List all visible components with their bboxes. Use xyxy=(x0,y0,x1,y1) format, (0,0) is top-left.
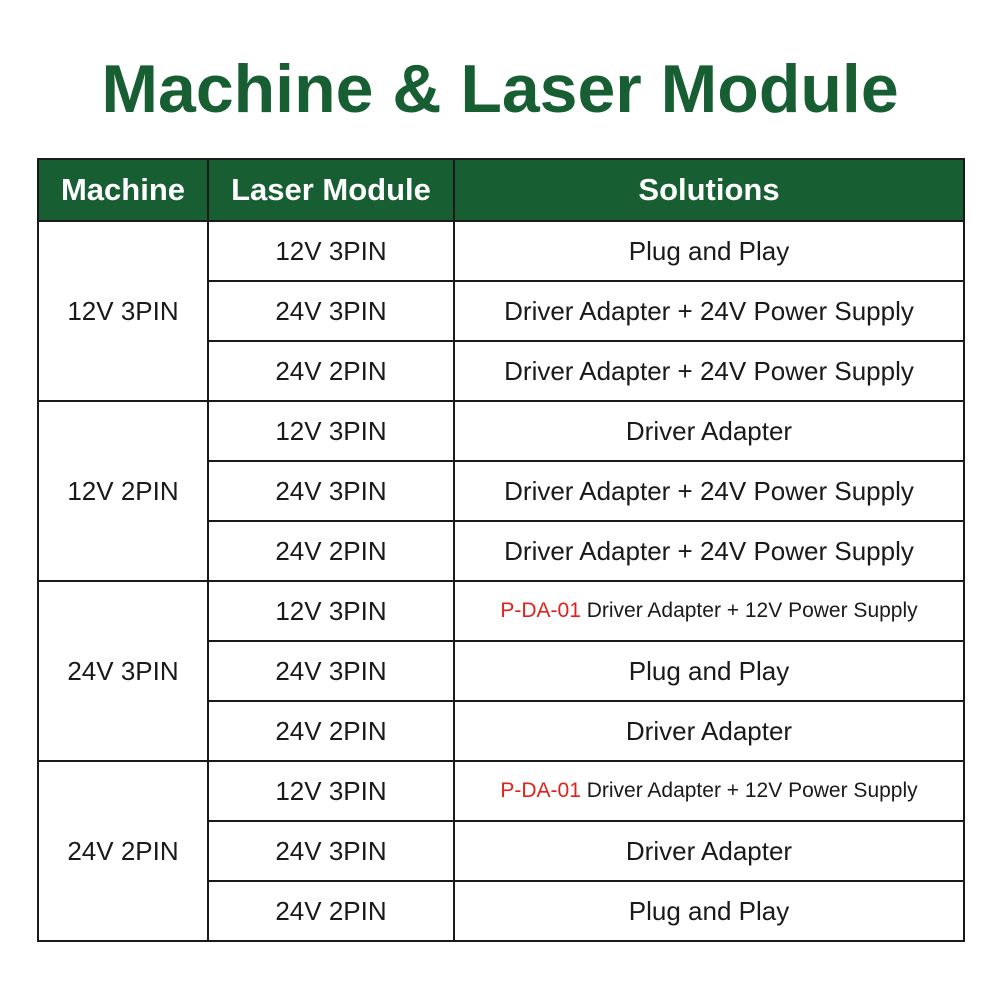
solution-text: Plug and Play xyxy=(628,235,790,266)
part-code: P-DA-01 xyxy=(500,599,581,622)
header-laser-module: Laser Module xyxy=(208,159,454,221)
solution-cell xyxy=(454,461,964,521)
solution-text: Driver Adapter + 12V Power Supply xyxy=(586,779,918,802)
solution-cell xyxy=(454,881,964,941)
page-title: Machine & Laser Module xyxy=(101,51,899,127)
solution-text: Plug and Play xyxy=(628,655,790,686)
header-machine: Machine xyxy=(38,159,208,221)
part-code: P-DA-01 xyxy=(500,779,581,802)
table-row xyxy=(38,221,964,281)
solution-cell xyxy=(454,701,964,761)
laser-module-cell: 12V 3PIN xyxy=(208,761,454,821)
compatibility-table xyxy=(37,158,965,942)
solution-text: Driver Adapter xyxy=(625,715,793,746)
solution-cell xyxy=(454,341,964,401)
solution-cell xyxy=(454,761,964,821)
laser-module-cell: 24V 3PIN xyxy=(208,821,454,881)
solution-cell xyxy=(454,821,964,881)
solution-text: Driver Adapter xyxy=(625,835,793,866)
laser-module-cell: 24V 2PIN xyxy=(208,701,454,761)
solution-text: Driver Adapter + 24V Power Supply xyxy=(504,295,914,326)
laser-module-cell: 24V 2PIN xyxy=(208,881,454,941)
solution-cell xyxy=(454,221,964,281)
machine-cell: 24V 2PIN xyxy=(38,761,208,941)
table-row xyxy=(38,581,964,641)
machine-cell: 24V 3PIN xyxy=(38,581,208,761)
machine-cell: 12V 2PIN xyxy=(38,401,208,581)
laser-module-cell: 24V 3PIN xyxy=(208,641,454,701)
solution-text: Driver Adapter + 24V Power Supply xyxy=(504,535,914,566)
solution-text: Driver Adapter xyxy=(625,415,793,446)
laser-module-cell: 12V 3PIN xyxy=(208,401,454,461)
solution-text: Plug and Play xyxy=(628,895,790,926)
table-row xyxy=(38,761,964,821)
solution-cell xyxy=(454,521,964,581)
solution-text: Driver Adapter + 12V Power Supply xyxy=(586,599,918,622)
table-header-row xyxy=(38,159,964,221)
solution-text: Driver Adapter + 24V Power Supply xyxy=(504,475,914,506)
laser-module-cell: 12V 3PIN xyxy=(208,581,454,641)
solution-text: Driver Adapter + 24V Power Supply xyxy=(504,355,914,386)
solution-cell xyxy=(454,281,964,341)
laser-module-cell: 24V 2PIN xyxy=(208,341,454,401)
laser-module-cell: 12V 3PIN xyxy=(208,221,454,281)
solution-cell xyxy=(454,401,964,461)
table-row xyxy=(38,401,964,461)
machine-cell: 12V 3PIN xyxy=(38,221,208,401)
solution-cell xyxy=(454,581,964,641)
laser-module-cell: 24V 3PIN xyxy=(208,281,454,341)
solution-cell xyxy=(454,641,964,701)
laser-module-cell: 24V 2PIN xyxy=(208,521,454,581)
header-solutions: Solutions xyxy=(454,159,964,221)
laser-module-cell: 24V 3PIN xyxy=(208,461,454,521)
